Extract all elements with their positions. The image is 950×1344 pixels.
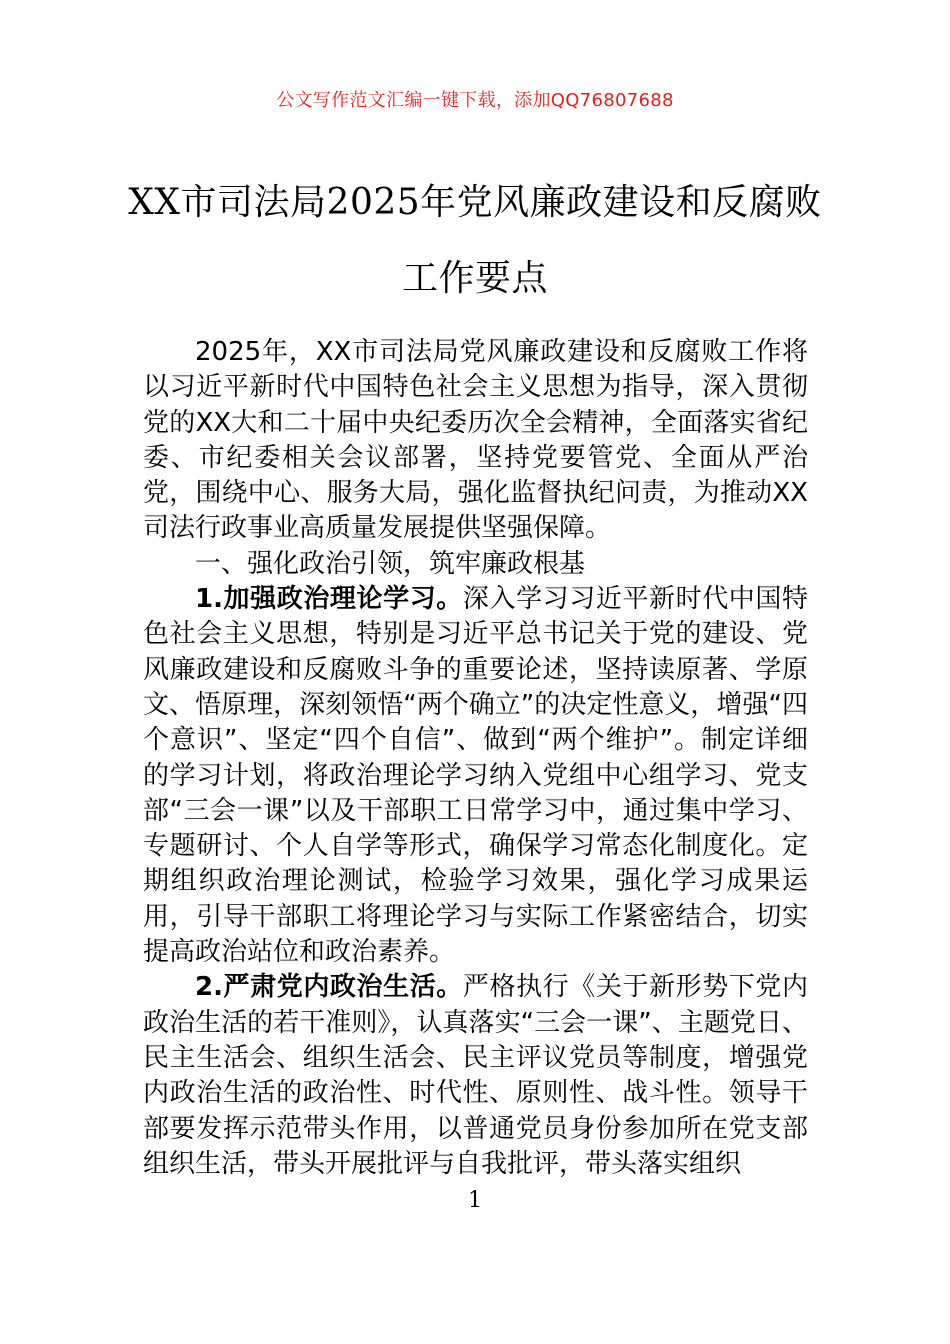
watermark-text: 公文写作范文汇编一键下载，添加QQ76807688 xyxy=(276,90,674,111)
item-1-lead: 1.加强政治理论学习。 xyxy=(195,584,463,615)
item-2-text: 严格执行《关于新形势下党内政治生活的若干准则》，认真落实“三会一课”、主题党日、民主生活会、组织生活会、民主评议党员等制度，增强党内政治生活的政治性、时代性、原则性、战斗性。领导干部要发挥示范带头作用，以普通党员身份参加所在党支部组织生活，带头开展批评与自我批评，带头落实组织 xyxy=(143,972,808,1179)
item-2-lead: 2.严肃党内政治生活。 xyxy=(195,972,463,1003)
document-title: XX市司法局2025年党风廉政建设和反腐败工作要点 xyxy=(128,182,822,299)
item-2-paragraph xyxy=(143,970,808,1182)
item-1-text: 深入学习习近平新时代中国特色社会主义思想，特别是习近平总书记关于党的建设、党风廉政建设和反腐败斗争的重要论述，坚持读原著、学原文、悟原理，深刻领悟“两个确立”的决定性意义，增强“四个意识”、坚定“四个自信”、做到“两个维护”。制定详细的学习计划，将政治理论学习纳入党组中心组学习、党支部“三会一课”以及干部职工日常学习中，通过集中学习、专题研讨、个人自学等形式，确保学习常态化制度化。定期组织政治理论测试，检验学习效果，强化学习成果运用，引导干部职工将理论学习与实际工作紧密结合，切实提高政治站位和政治素养。 xyxy=(143,584,808,968)
page-number: 1 xyxy=(468,1188,482,1213)
item-1-paragraph xyxy=(143,582,808,970)
document-body xyxy=(143,335,808,1182)
section-heading: 一、强化政治引领，筑牢廉政根基 xyxy=(195,548,586,579)
intro-paragraph: 2025年，XX市司法局党风廉政建设和反腐败工作将以习近平新时代中国特色社会主义思想为指导，深入贯彻党的XX大和二十届中央纪委历次全会精神，全面落实省纪委、市纪委相关会议部署，坚持党要管党、全面从严治党，围绕中心、服务大局，强化监督执纪问责，为推动XX司法行政事业高质量发展提供坚强保障。 xyxy=(143,337,808,544)
